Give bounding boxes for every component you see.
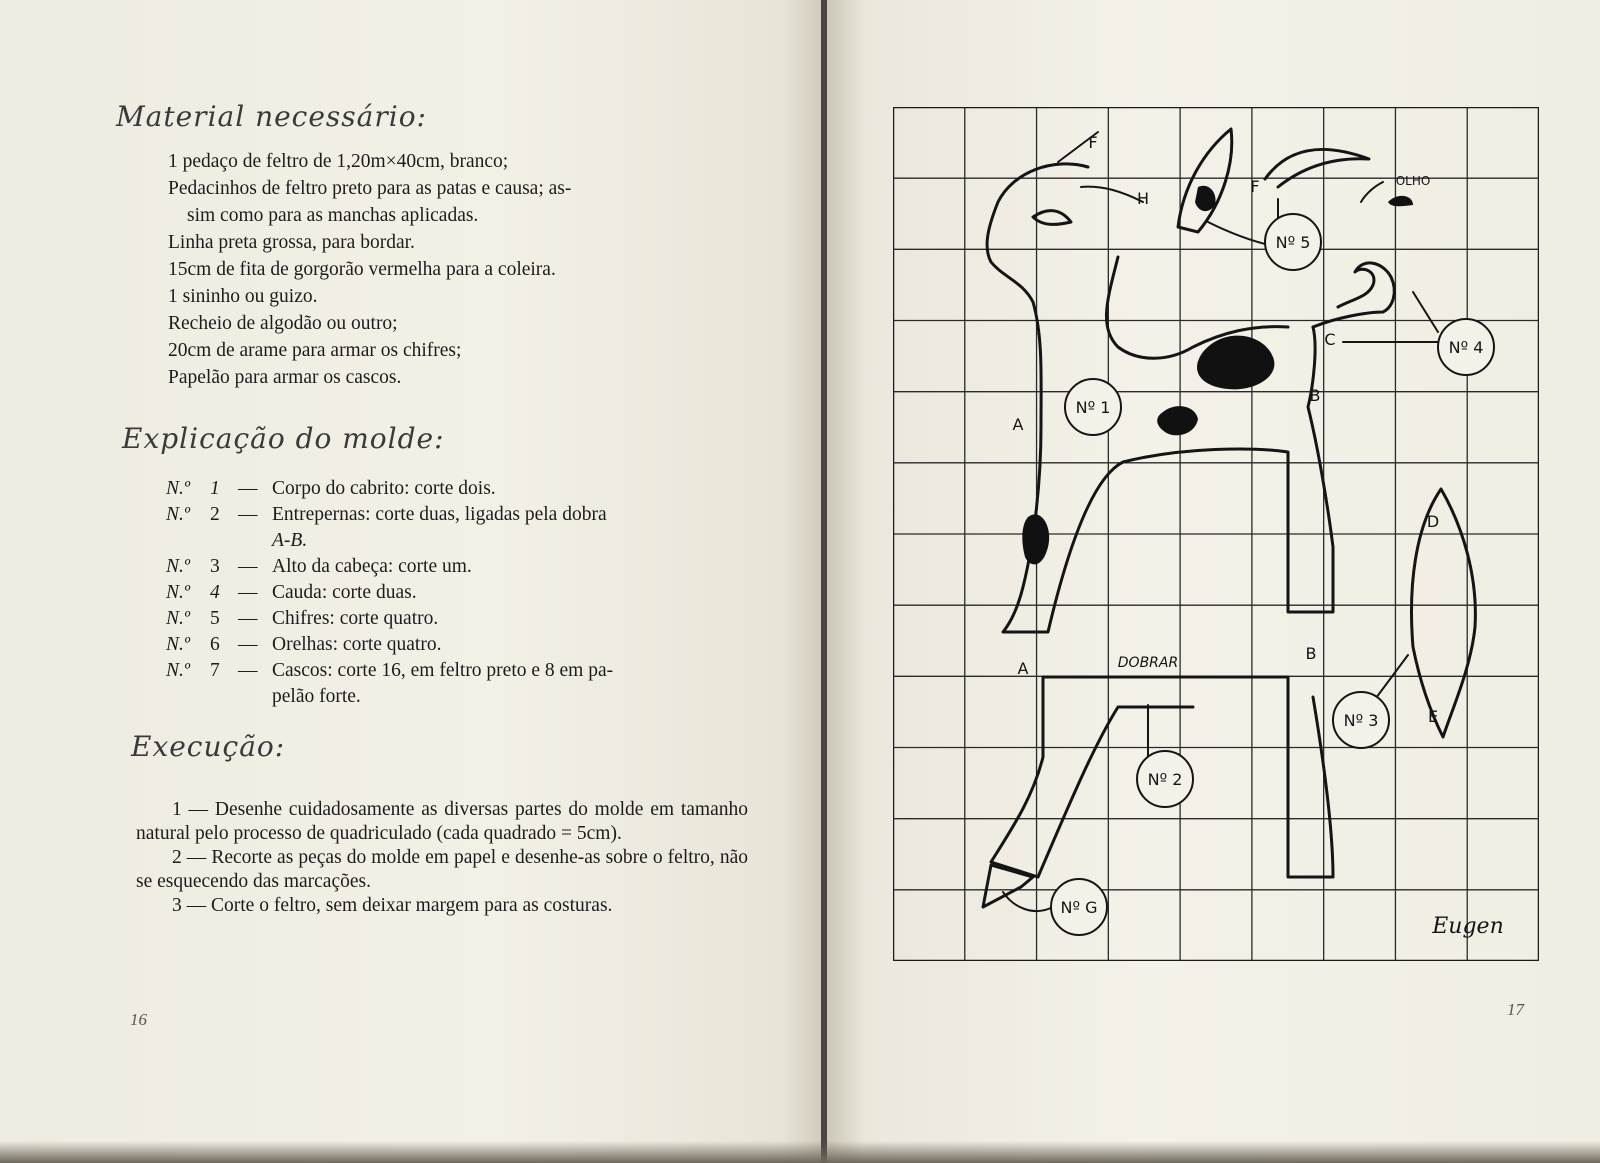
piece-no: N.º xyxy=(166,582,190,603)
head-top-piece xyxy=(1411,489,1475,737)
letter-f-head: F xyxy=(1088,133,1098,152)
piece-desc: Orelhas: corte quatro. xyxy=(272,634,442,655)
eye-marker xyxy=(1388,196,1413,206)
material-item: Linha preta grossa, para bordar. xyxy=(168,232,415,253)
label-n6: Nº G xyxy=(1060,898,1098,917)
spot-small xyxy=(1157,406,1198,435)
piece-row xyxy=(166,632,746,658)
eye-shape xyxy=(1033,211,1071,225)
page-number-right: 17 xyxy=(1507,1000,1524,1019)
spot-large xyxy=(1197,336,1274,390)
horn-piece xyxy=(1265,149,1369,187)
letter-e: E xyxy=(1427,707,1439,726)
goat-outline xyxy=(983,129,1475,907)
piece-num: 3 xyxy=(210,556,220,577)
piece-desc-continued: pelão forte. xyxy=(272,686,361,707)
page-number-left: 16 xyxy=(130,1010,147,1029)
piece-desc: Chifres: corte quatro. xyxy=(272,608,439,629)
piece-no: N.º xyxy=(166,556,190,577)
olho-arrow xyxy=(1361,182,1383,202)
letter-a-top: A xyxy=(1012,415,1024,434)
label-n5: Nº 5 xyxy=(1275,233,1311,252)
piece-row xyxy=(166,658,746,710)
piece-fold-ref: A-B. xyxy=(272,530,308,551)
piece-desc: Cauda: corte duas. xyxy=(272,582,417,603)
material-item: 20cm de arame para armar os chifres; xyxy=(168,340,462,361)
piece-desc xyxy=(272,502,746,554)
letter-d: D xyxy=(1426,512,1440,531)
pieces-list xyxy=(166,476,746,710)
piece-num: 6 xyxy=(210,634,220,655)
material-item: Papelão para armar os cascos. xyxy=(168,367,402,388)
piece-num: 4 xyxy=(210,582,220,603)
material-item: 1 sininho ou guizo. xyxy=(168,286,318,307)
grid-labels xyxy=(1013,133,1484,917)
piece-desc: Alto da cabeça: corte um. xyxy=(272,556,472,577)
pattern-grid-svg xyxy=(893,107,1539,961)
label-n4: Nº 4 xyxy=(1448,338,1484,357)
execution-steps xyxy=(136,798,748,918)
letter-a-fold: A xyxy=(1017,659,1029,678)
hoof-piece xyxy=(983,865,1033,907)
grid-lines xyxy=(893,107,1539,961)
material-item: 1 pedaço de feltro de 1,20m×40cm, branco; xyxy=(168,151,509,172)
piece-desc-text: Entrepernas: corte duas, ligadas pela dobra xyxy=(272,504,607,525)
piece-dash: — xyxy=(238,478,258,499)
spot-ear xyxy=(1195,186,1216,211)
piece-dash: — xyxy=(238,634,258,655)
piece-num: 2 xyxy=(210,504,220,525)
piece-dash: — xyxy=(238,504,258,525)
artist-signature: Eugen xyxy=(1432,914,1504,939)
piece-row xyxy=(166,580,746,606)
letter-b-top: B xyxy=(1309,386,1321,405)
goat-spots xyxy=(1022,186,1413,565)
piece-dash: — xyxy=(238,556,258,577)
execution-step: 3 — Corte o feltro, sem deixar margem para as costuras. xyxy=(172,895,613,916)
tail-piece xyxy=(1313,263,1394,327)
piece-row xyxy=(166,606,746,632)
piece-num: 7 xyxy=(210,660,220,681)
execution-step: 2 — Recorte as peças do molde em papel e desenhe-as sobre o feltro, não se esquecendo das marcações. xyxy=(136,847,748,892)
piece-desc: Corpo do cabrito: corte dois. xyxy=(272,478,496,499)
piece-num: 5 xyxy=(210,608,220,629)
piece-dash: — xyxy=(238,582,258,603)
piece-dash: — xyxy=(238,608,258,629)
material-list xyxy=(168,148,738,391)
piece-no: N.º xyxy=(166,478,190,499)
piece-row xyxy=(166,502,746,554)
fold-label: DOBRAR xyxy=(1117,655,1179,671)
letter-f-horn: F xyxy=(1250,177,1260,196)
letter-h: H xyxy=(1136,189,1150,208)
piece-row xyxy=(166,476,746,502)
material-item: Recheio de algodão ou outro; xyxy=(168,313,398,334)
execution-heading: Execução: xyxy=(131,730,286,763)
label-n2: Nº 2 xyxy=(1147,770,1183,789)
letter-c: C xyxy=(1324,330,1336,349)
piece-dash: — xyxy=(238,660,258,681)
olho-label: OLHO xyxy=(1395,174,1431,188)
h-arrow xyxy=(1081,187,1143,202)
bottom-edge-shadow xyxy=(0,1141,1600,1163)
piece-row xyxy=(166,554,746,580)
material-item: 15cm de fita de gorgorão vermelha para a coleira. xyxy=(168,259,556,280)
piece-no: N.º xyxy=(166,660,190,681)
grid-circles xyxy=(1051,214,1494,935)
letter-b-fold: B xyxy=(1305,644,1317,663)
execution-step: 1 — Desenhe cuidadosamente as diversas partes do molde em tamanho natural pelo processo de quadriculado (cada quadrado = 5cm). xyxy=(136,799,748,844)
piece-desc-text: Cascos: corte 16, em feltro preto e 8 em pa- xyxy=(272,660,614,681)
piece-no: N.º xyxy=(166,608,190,629)
n3-arrow xyxy=(1373,655,1408,702)
material-item: Pedacinhos de feltro preto para as patas e causa; as- xyxy=(168,178,572,199)
material-heading: Material necessário: xyxy=(116,100,427,133)
pattern-diagram xyxy=(893,107,1539,961)
spot-leg xyxy=(1022,514,1049,564)
label-n1: Nº 1 xyxy=(1075,398,1111,417)
explanation-heading: Explicação do molde: xyxy=(122,422,445,455)
piece-num: 1 xyxy=(210,478,220,499)
n4-arrow-tail xyxy=(1413,292,1438,332)
ear-piece xyxy=(1178,129,1232,232)
label-n3: Nº 3 xyxy=(1343,711,1379,730)
material-item: sim como para as manchas aplicadas. xyxy=(187,205,479,226)
n6-arrow xyxy=(1003,892,1053,911)
piece-no: N.º xyxy=(166,634,190,655)
piece-desc xyxy=(272,658,746,710)
piece-no: N.º xyxy=(166,504,190,525)
